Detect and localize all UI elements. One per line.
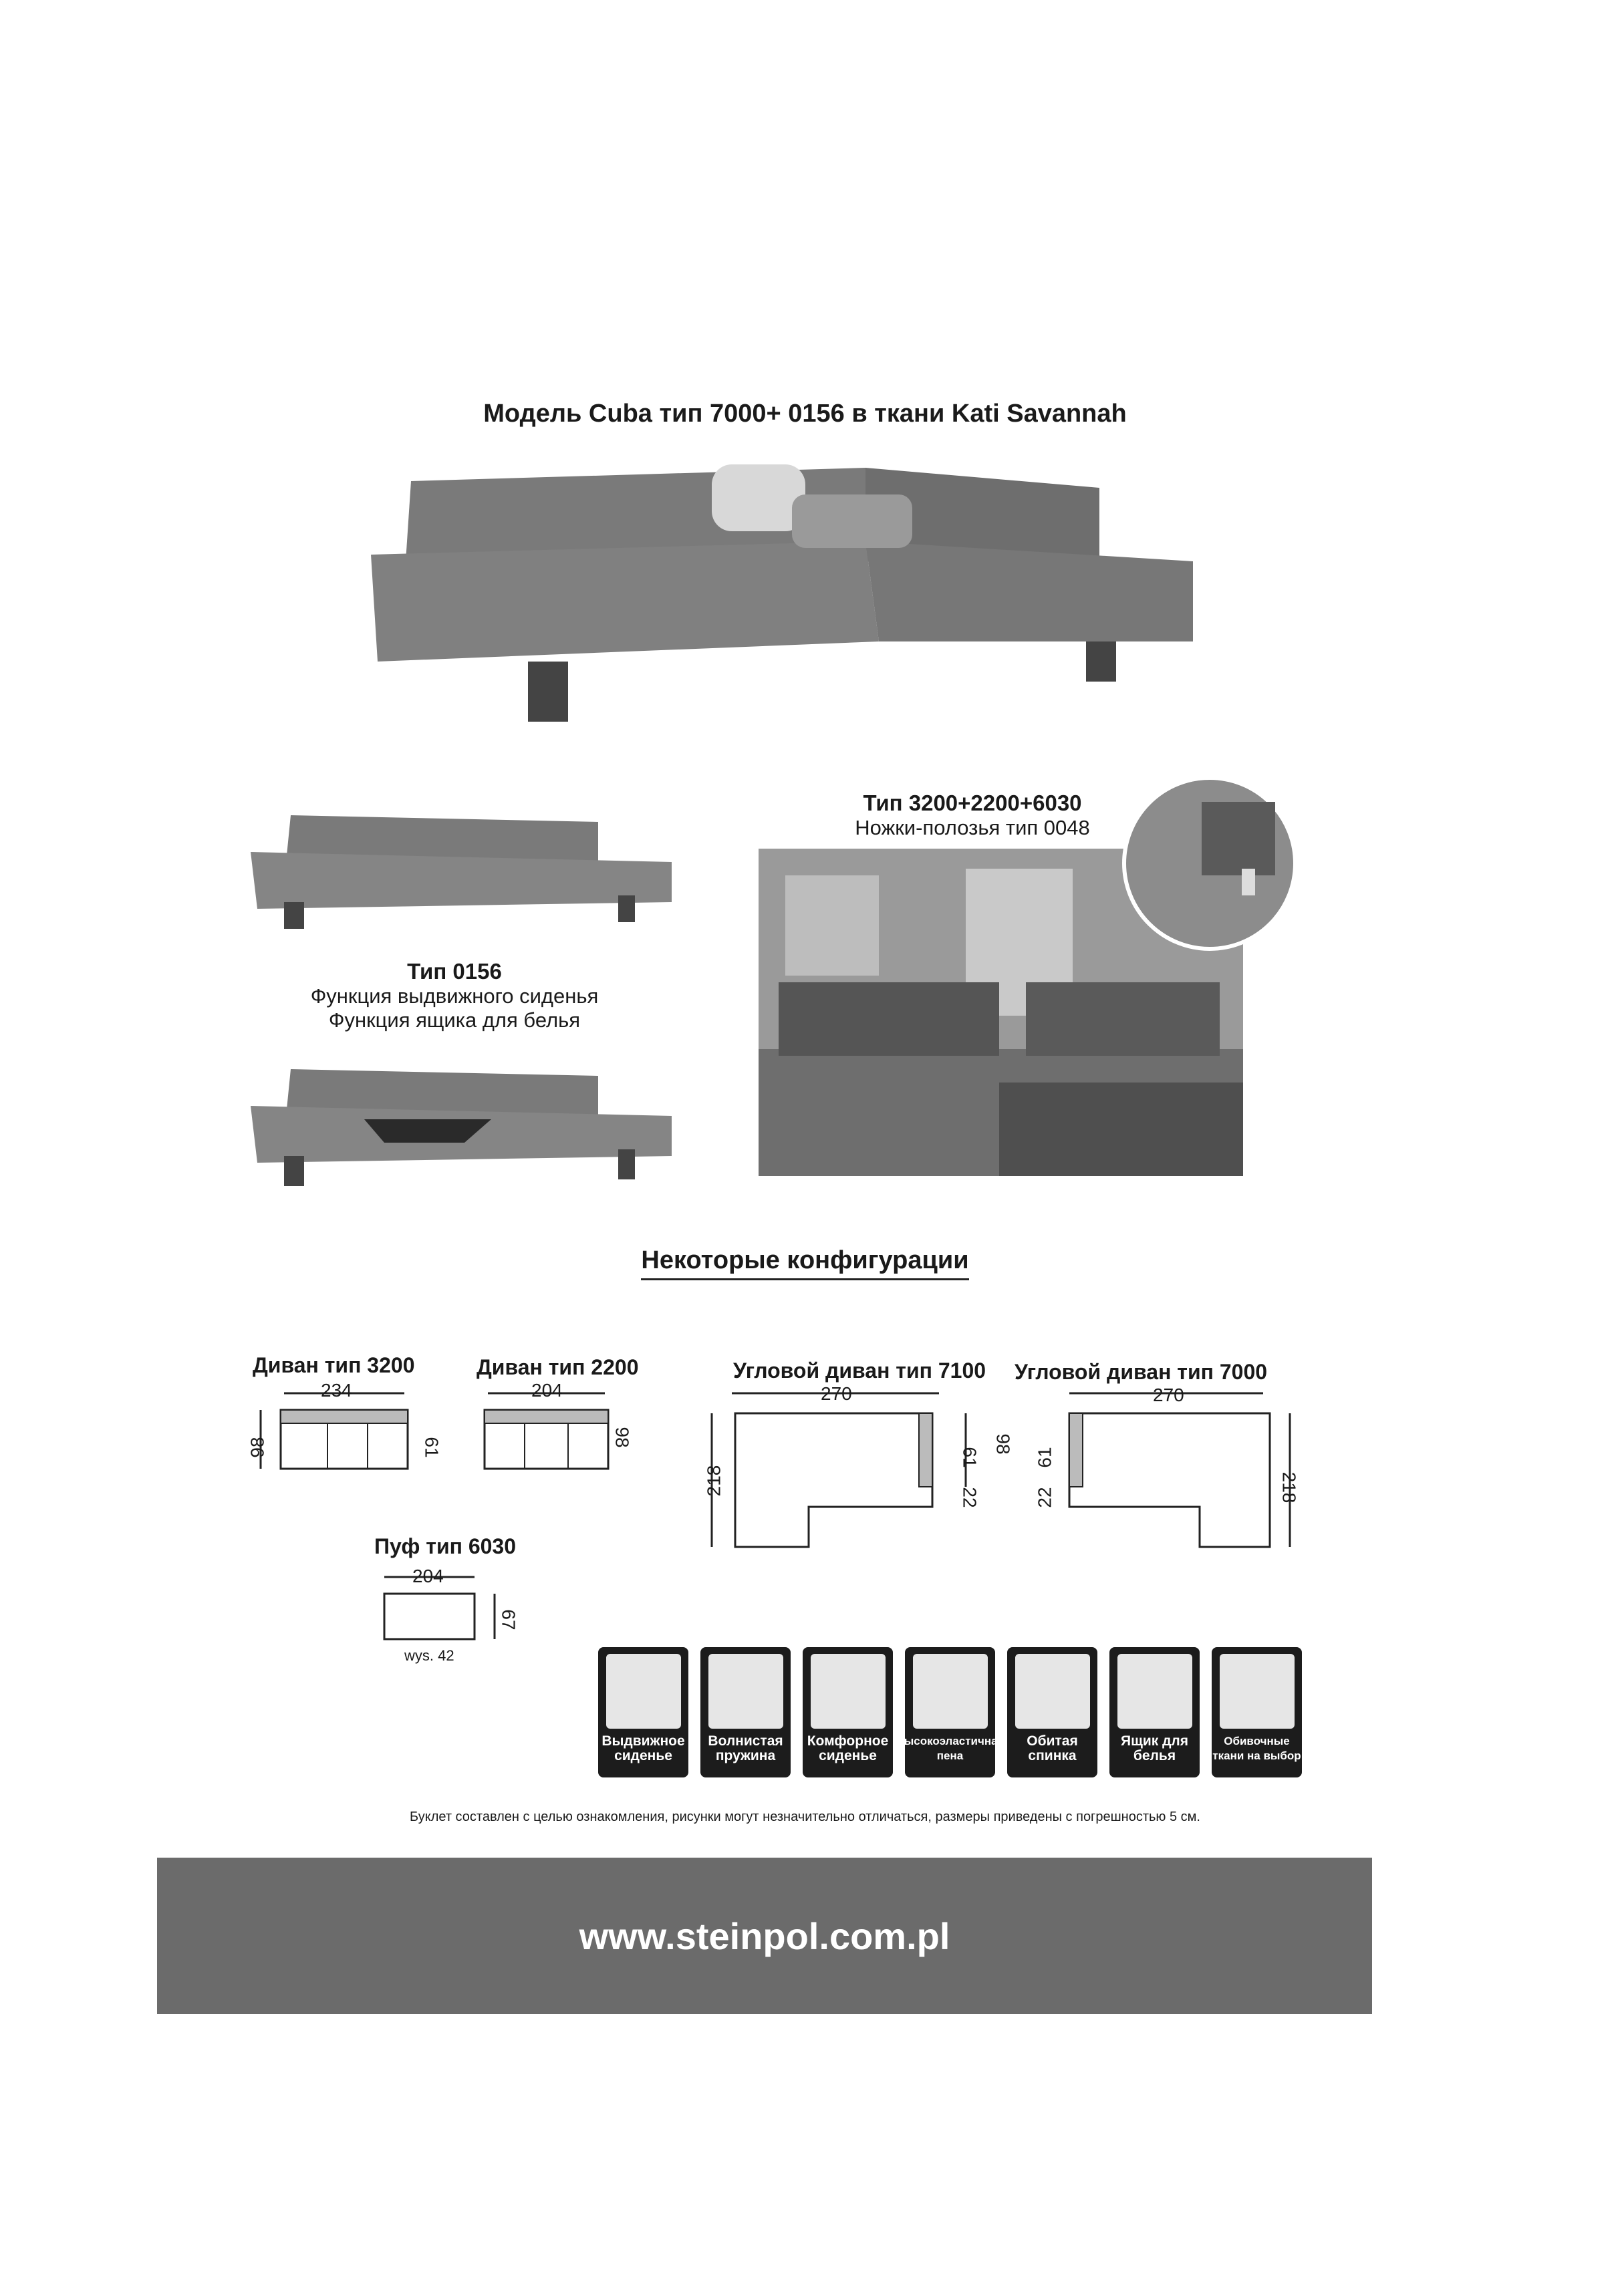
diagram-pouf [371,1564,518,1644]
footer-bar [157,1858,1372,2014]
leg-closeup-image [1121,775,1299,952]
config-label-7100: Угловой диван тип 7100 [733,1358,986,1383]
sofa-storage-image [244,1056,682,1196]
dim-3200-depth: 98 [247,1437,268,1458]
dim-7000-arm: 22 [1034,1487,1055,1508]
dim-2200-width: 204 [531,1380,563,1401]
dim-7100-seat: 61 [959,1447,980,1468]
config-label-3200: Диван тип 3200 [253,1353,415,1377]
caption-type-0156: Тип 0156 [407,959,502,984]
dim-7000-length: 218 [1279,1471,1300,1503]
website-link[interactable]: www.steinpol.com.pl [579,1914,950,1957]
upholstered-back-icon: Обитая спинка [1007,1647,1097,1777]
dim-pouf-depth: 67 [498,1609,519,1630]
diagram-7000 [1029,1383,1310,1557]
dim-2200-depth: 98 [612,1427,633,1448]
dim-7100-depth: 98 [992,1433,1014,1455]
config-label-7000: Угловой диван тип 7000 [1015,1360,1268,1384]
configs-title: Некоторые конфигурации [0,1246,1610,1275]
diagram-7100 [698,1383,992,1557]
fabric-choice-icon: Обивочные ткани на выбор [1212,1647,1302,1777]
dim-7100-width: 270 [821,1383,852,1404]
sofa-slide-seat-image [244,802,682,936]
dim-7100-length: 218 [703,1465,724,1497]
dim-7000-width: 270 [1153,1385,1184,1405]
config-label-2200: Диван тип 2200 [477,1355,639,1379]
caption-legs: Ножки-полозья тип 0048 [855,816,1090,839]
hero-sofa-image [358,441,1200,735]
disclaimer-note: Буклет составлен с целью ознакомления, рисунки могут незначительно отличаться, размеры приведены с погрешностью 5 см. [410,1810,1200,1824]
pouf-height-note: wys. 42 [404,1647,454,1664]
slide-seat-icon: Выдвижное сиденье [598,1647,688,1777]
dim-7000-seat: 61 [1034,1447,1055,1468]
storage-box-icon: Ящик для белья [1109,1647,1200,1777]
spring-icon: Волнистая пружина [700,1647,791,1777]
dim-7100-arm: 22 [959,1487,980,1508]
caption-slide-function: Функция выдвижного сиденья [310,984,599,1008]
page-title: Модель Cuba тип 7000+ 0156 в ткани Kati Savannah [483,400,1127,428]
caption-storage-function: Функция ящика для белья [328,1008,581,1032]
dim-3200-width: 234 [321,1380,352,1401]
caption-type-3200-2200-6030: Тип 3200+2200+6030 [863,791,1082,815]
feature-icons [598,1647,1310,1777]
dim-2200-seat: 61 [421,1437,442,1458]
pouf-label: Пуф тип 6030 [374,1534,517,1558]
foam-icon: Высокоэластичная пена [905,1647,995,1777]
comfort-seat-icon: Комфорное сиденье [803,1647,893,1777]
dim-pouf-width: 204 [412,1566,444,1586]
